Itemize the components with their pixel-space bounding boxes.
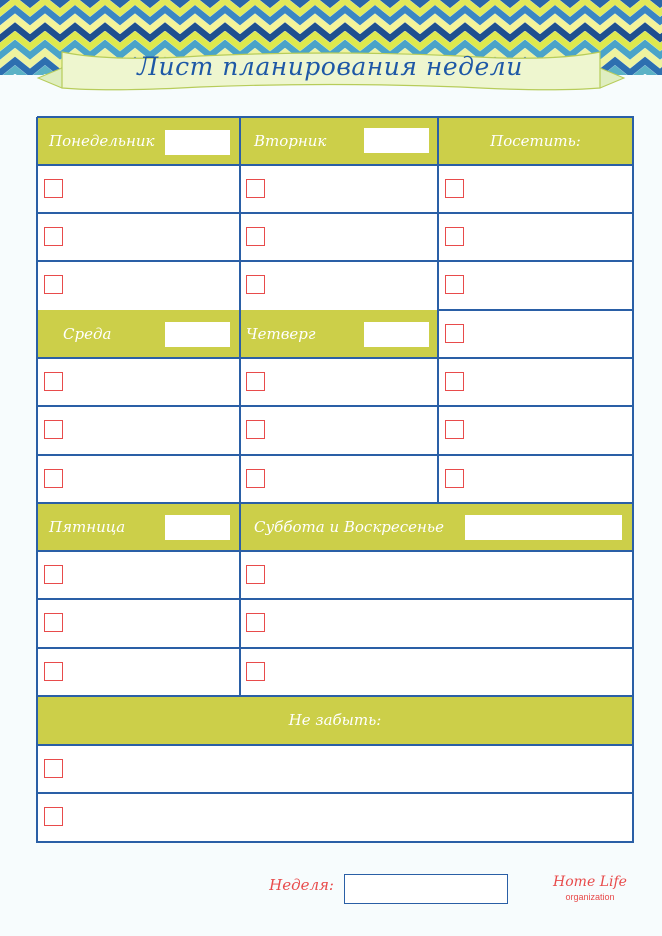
checkbox-col3[interactable] bbox=[445, 420, 464, 439]
grid-line bbox=[37, 647, 634, 649]
checkbox-col2[interactable] bbox=[246, 420, 265, 439]
logo-subtitle: organization bbox=[565, 892, 615, 902]
grid-line bbox=[438, 309, 634, 311]
grid-line bbox=[37, 744, 634, 746]
friday-label: Пятница bbox=[49, 518, 126, 536]
checkbox-col1[interactable] bbox=[44, 227, 63, 246]
checkbox-friday[interactable] bbox=[44, 565, 63, 584]
table-border-right bbox=[632, 117, 634, 843]
table-border-left bbox=[36, 117, 38, 843]
visit-label: Посетить: bbox=[490, 132, 581, 150]
grid-line bbox=[37, 792, 634, 794]
monday-date-box[interactable] bbox=[165, 130, 230, 155]
column-divider bbox=[239, 117, 241, 697]
column-divider bbox=[437, 117, 439, 504]
weekend-date-box[interactable] bbox=[465, 515, 622, 540]
checkbox-col2[interactable] bbox=[246, 469, 265, 488]
grid-line bbox=[37, 695, 634, 697]
grid-line bbox=[37, 454, 634, 456]
logo-text: Home Life bbox=[553, 874, 627, 890]
grid-line bbox=[37, 357, 634, 359]
checkbox-weekend[interactable] bbox=[246, 565, 265, 584]
week-label: Неделя: bbox=[269, 876, 334, 894]
checkbox-col3[interactable] bbox=[445, 275, 464, 294]
checkbox-col3[interactable] bbox=[445, 372, 464, 391]
checkbox-col1[interactable] bbox=[44, 275, 63, 294]
thursday-label: Четверг bbox=[246, 325, 316, 343]
checkbox-col1[interactable] bbox=[44, 469, 63, 488]
monday-label: Понедельник bbox=[49, 132, 155, 150]
checkbox-col3[interactable] bbox=[445, 469, 464, 488]
checkbox-friday[interactable] bbox=[44, 613, 63, 632]
checkbox-col2[interactable] bbox=[246, 227, 265, 246]
dont-forget-label: Не забыть: bbox=[288, 711, 382, 729]
checkbox-col1[interactable] bbox=[44, 420, 63, 439]
friday-date-box[interactable] bbox=[165, 515, 230, 540]
grid-line bbox=[37, 598, 634, 600]
wednesday-label: Среда bbox=[63, 325, 112, 343]
checkbox-col3[interactable] bbox=[445, 179, 464, 198]
checkbox-col3[interactable] bbox=[445, 324, 464, 343]
checkbox-col1[interactable] bbox=[44, 372, 63, 391]
checkbox-col2[interactable] bbox=[246, 179, 265, 198]
tuesday-date-box[interactable] bbox=[364, 128, 429, 153]
checkbox-col3[interactable] bbox=[445, 227, 464, 246]
grid-line bbox=[37, 116, 634, 118]
week-input[interactable] bbox=[344, 874, 508, 904]
title-ribbon bbox=[0, 0, 662, 100]
thursday-date-box[interactable] bbox=[364, 322, 429, 347]
checkbox-dont-forget[interactable] bbox=[44, 807, 63, 826]
grid-line bbox=[37, 260, 634, 262]
tuesday-label: Вторник bbox=[254, 132, 327, 150]
checkbox-col2[interactable] bbox=[246, 372, 265, 391]
grid-line bbox=[37, 502, 634, 504]
checkbox-weekend[interactable] bbox=[246, 662, 265, 681]
grid-line bbox=[37, 550, 634, 552]
checkbox-weekend[interactable] bbox=[246, 613, 265, 632]
checkbox-col2[interactable] bbox=[246, 275, 265, 294]
wednesday-date-box[interactable] bbox=[165, 322, 230, 347]
checkbox-col1[interactable] bbox=[44, 179, 63, 198]
grid-line bbox=[37, 164, 634, 166]
checkbox-friday[interactable] bbox=[44, 662, 63, 681]
grid-line bbox=[37, 841, 634, 843]
weekend-label: Суббота и Воскресенье bbox=[254, 518, 444, 536]
grid-line bbox=[37, 212, 634, 214]
grid-line bbox=[37, 405, 634, 407]
page-title: Лист планирования недели bbox=[137, 52, 523, 81]
checkbox-dont-forget[interactable] bbox=[44, 759, 63, 778]
